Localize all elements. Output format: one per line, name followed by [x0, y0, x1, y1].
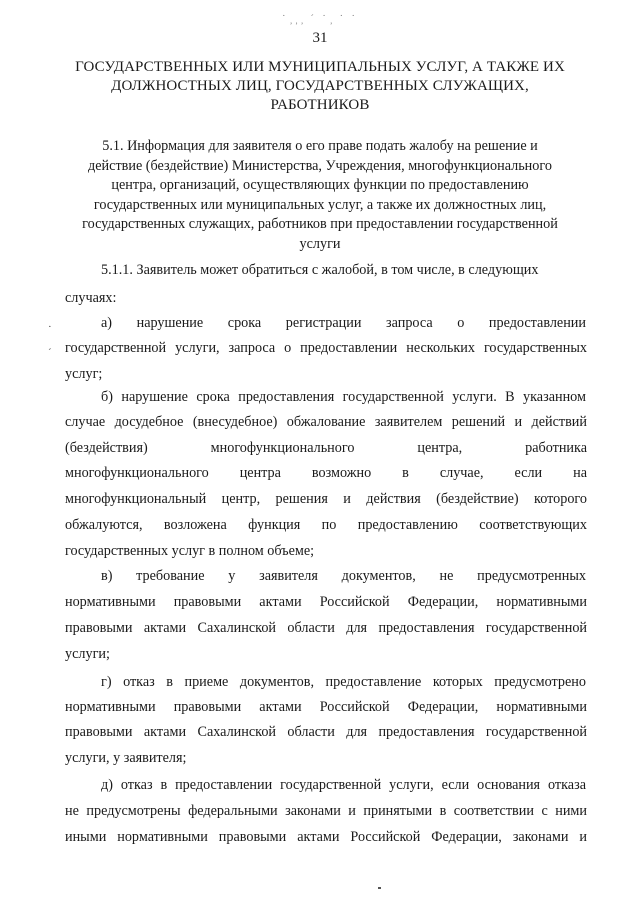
section-heading: [55, 137, 585, 254]
paragraph-line: многофункциональный центр, решения и действия (бездействие) которого: [65, 491, 587, 507]
paragraph-line: правовыми актами Сахалинской области для предоставления государственной: [65, 620, 587, 636]
paragraph-line: обжалуются, возложена функция по предоставлению соответствующих: [65, 517, 587, 533]
section-heading-line: услуги: [299, 235, 341, 252]
paragraph-line: услуги, у заявителя;: [65, 750, 187, 766]
scan-marks: ˙ ̦ ̦ ̦ ´ ˙ ̦ ˙ ˙: [282, 14, 358, 25]
chapter-title: [60, 58, 580, 115]
paragraph-line: не предусмотрены федеральными законами и принятыми в соответствии с ними: [65, 803, 587, 819]
scan-speck: [378, 887, 381, 889]
paragraph-line: (бездействия) многофункционального центра, работника: [65, 440, 587, 456]
paragraph-line: государственной услуги, запроса о предоставлении нескольких государственных: [65, 340, 587, 356]
margin-mark: ˊ: [48, 347, 52, 359]
paragraph-line: государственных услуг в полном объеме;: [65, 543, 315, 559]
paragraph-line: иными нормативными правовыми актами Российской Федерации, законами и: [65, 829, 587, 845]
paragraph-line: нормативными правовыми актами Российской Федерации, нормативными: [65, 699, 587, 715]
chapter-title-line: ГОСУДАРСТВЕННЫХ ИЛИ МУНИЦИПАЛЬНЫХ УСЛУГ, А ТАКЖЕ ИХ: [75, 59, 565, 75]
paragraph-line: а) нарушение срока регистрации запроса о предоставлении: [101, 315, 586, 331]
paragraph-line: многофункционального центра возможно в случае, если на: [65, 465, 587, 481]
paragraph-line: г) отказ в приеме документов, предоставление которых предусмотрено: [101, 674, 586, 690]
paragraph-line: случае досудебное (внесудебное) обжалование заявителем решений и действий: [65, 414, 587, 430]
margin-mark: ·: [48, 321, 52, 333]
paragraph-line: услуги;: [65, 646, 110, 662]
paragraph-line: нормативными правовыми актами Российской Федерации, нормативными: [65, 594, 587, 610]
paragraph-line: д) отказ в предоставлении государственной услуги, если основания отказа: [101, 777, 586, 793]
section-heading-line: 5.1. Информация для заявителя о его праве подать жалобу на решение и: [102, 138, 538, 154]
paragraph-line: случаях:: [65, 290, 117, 306]
paragraph-line: 5.1.1. Заявитель может обратиться с жалобой, в том числе, в следующих: [101, 262, 539, 278]
section-heading-line: центра, организаций, осуществляющих функции по предоставлению: [111, 177, 529, 193]
page-number: 31: [312, 30, 328, 46]
section-heading-line: государственных или муниципальных услуг, а также их должностных лиц,: [93, 196, 547, 213]
section-heading-line: государственных служащих, работников при предоставлении государственной: [82, 216, 558, 232]
paragraph-line: б) нарушение срока предоставления государственной услуги. В указанном: [101, 389, 586, 405]
paragraph-line: услуг;: [65, 366, 103, 382]
paragraph-line: правовыми актами Сахалинской области для предоставления государственной: [65, 724, 587, 740]
section-heading-line: действие (бездействие) Министерства, Учреждения, многофункционального: [88, 157, 552, 174]
paragraph-line: в) требование у заявителя документов, не предусмотренных: [101, 568, 586, 584]
chapter-title-line: РАБОТНИКОВ: [270, 97, 370, 113]
chapter-title-line: ДОЛЖНОСТНЫХ ЛИЦ, ГОСУДАРСТВЕННЫХ СЛУЖАЩИХ,: [111, 78, 529, 94]
